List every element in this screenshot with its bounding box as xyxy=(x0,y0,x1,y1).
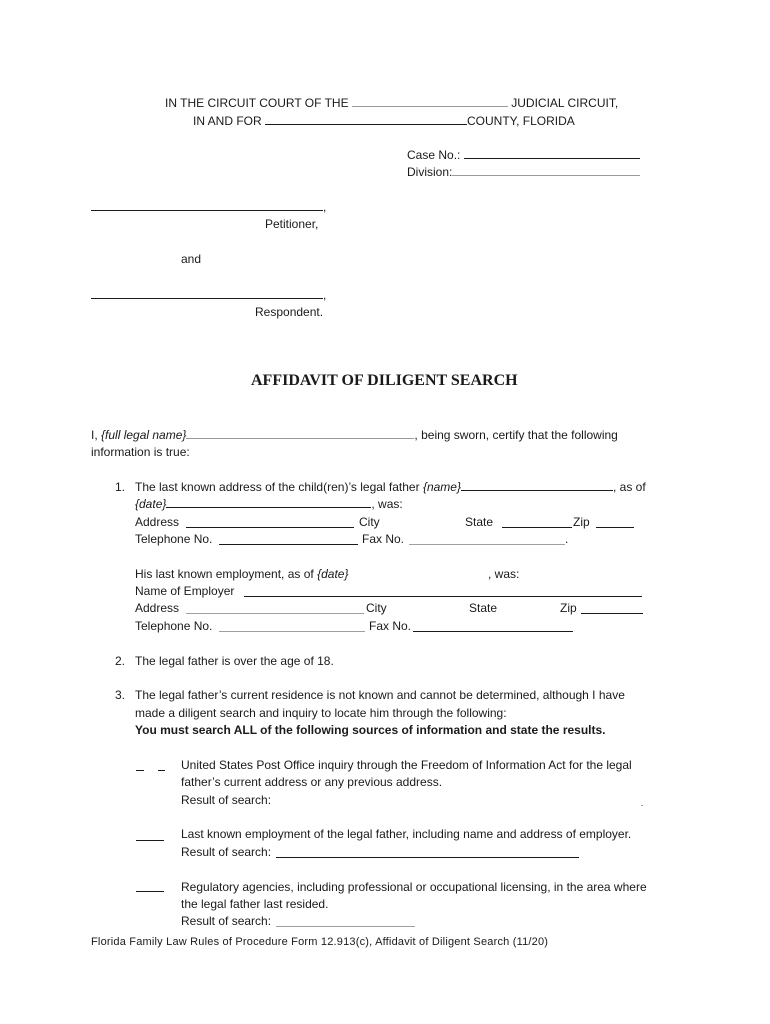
state-field[interactable] xyxy=(502,527,572,528)
case-no-row xyxy=(407,147,640,163)
address-date-placeholder: {date} xyxy=(135,497,167,511)
source3-result-field[interactable] xyxy=(276,926,415,927)
item1-city-label: City xyxy=(359,515,380,529)
item1-address-label: Address xyxy=(135,515,180,529)
source2-line1: Last known employment of the legal father, including name and address of employer. xyxy=(181,827,632,841)
employer-address-label: Address xyxy=(135,601,180,615)
employer-fax-label: Fax No. xyxy=(369,619,412,633)
employment-date-placeholder: {date} xyxy=(317,567,349,581)
source3-line1: Regulatory agencies, including professional or occupational licensing, in the area where xyxy=(181,880,647,894)
item1-number: 1. xyxy=(115,480,126,494)
court-header-suffix: JUDICIAL CIRCUIT, xyxy=(511,96,619,110)
employment-text: His last known employment, as of xyxy=(135,567,314,581)
source1-result-field[interactable] xyxy=(641,805,643,806)
source2-check[interactable] xyxy=(136,840,164,841)
respondent-name-field[interactable] xyxy=(91,298,323,299)
source3-result-label: Result of search: xyxy=(181,914,272,928)
item1-as-of: , as of xyxy=(613,480,646,494)
employer-zip-field[interactable] xyxy=(581,613,643,614)
employer-telephone-label: Telephone No. xyxy=(135,619,213,633)
division-label: Division: xyxy=(407,165,453,179)
and-label: and xyxy=(181,252,202,266)
item1-zip-label: Zip xyxy=(573,515,590,529)
intro-line1 xyxy=(91,427,618,443)
item2-text: The legal father is over the age of 18. xyxy=(135,654,334,668)
employer-fax-field[interactable] xyxy=(413,631,573,632)
item1-state-label: State xyxy=(465,515,494,529)
source3-check[interactable] xyxy=(136,891,164,892)
source3-line2: the legal father last resided. xyxy=(181,897,329,911)
item1-line1 xyxy=(135,479,646,495)
item3-text-line1: The legal father’s current residence is not known and cannot be determined, although I have xyxy=(135,688,625,702)
source1-result-label: Result of search: xyxy=(181,793,272,807)
father-name-placeholder: {name} xyxy=(422,480,461,494)
source1-line2: father’s current address or any previous address. xyxy=(181,775,443,789)
item1-fax-label: Fax No. xyxy=(362,532,405,546)
intro-line2: information is true: xyxy=(91,445,190,459)
zip-field[interactable] xyxy=(596,527,634,528)
petitioner-comma: , xyxy=(323,200,327,214)
telephone-field[interactable] xyxy=(219,544,358,545)
employment-was: , was: xyxy=(488,567,520,581)
page-title: AFFIDAVIT OF DILIGENT SEARCH xyxy=(251,372,518,389)
father-name-field[interactable] xyxy=(461,479,613,491)
court-header-prefix: IN THE CIRCUIT COURT OF THE xyxy=(165,96,349,110)
item1-was: , was: xyxy=(371,497,403,511)
petitioner-name-field[interactable] xyxy=(91,210,323,211)
county-prefix: IN AND FOR xyxy=(193,114,262,128)
item1-line2 xyxy=(135,496,403,512)
fax-field[interactable] xyxy=(409,544,565,545)
employer-field[interactable] xyxy=(244,596,642,597)
full-name-placeholder: {full legal name} xyxy=(101,428,187,442)
employer-state-label: State xyxy=(469,601,498,615)
form-footer: Florida Family Law Rules of Procedure Form 12.913(c), Affidavit of Diligent Search (11/20) xyxy=(91,936,549,948)
source1-line1: United States Post Office inquiry through the Freedom of Information Act for the legal xyxy=(181,758,632,772)
case-no-label: Case No.: xyxy=(407,148,461,162)
circuit-number-field[interactable] xyxy=(352,95,508,107)
source1-check-left[interactable] xyxy=(136,770,144,771)
item1-text: The last known address of the child(ren)’s legal father xyxy=(135,480,420,494)
full-name-field[interactable] xyxy=(186,427,414,439)
item3-number: 3. xyxy=(115,688,126,702)
employer-zip-label: Zip xyxy=(560,601,577,615)
item2-number: 2. xyxy=(115,654,126,668)
source1-check-right[interactable] xyxy=(158,770,165,771)
source2-result-label: Result of search: xyxy=(181,845,272,859)
item3-instruction: You must search ALL of the following sources of information and state the results. xyxy=(135,723,606,737)
respondent-label: Respondent. xyxy=(255,305,324,319)
division-row xyxy=(407,164,640,180)
petitioner-label: Petitioner, xyxy=(265,217,319,231)
division-field[interactable] xyxy=(452,164,640,176)
employer-address-field[interactable] xyxy=(186,613,364,614)
respondent-comma: , xyxy=(323,288,327,302)
intro-prefix: I, xyxy=(91,428,98,442)
employment-line xyxy=(135,566,348,582)
item3-text-line2: made a diligent search and inquiry to locate him through the following: xyxy=(135,706,507,720)
employer-city-label: City xyxy=(366,601,387,615)
item1-fax-end: . xyxy=(565,532,569,546)
court-header-line2 xyxy=(193,113,575,129)
county-field[interactable] xyxy=(265,113,467,125)
item1-telephone-label: Telephone No. xyxy=(135,532,213,546)
county-suffix: COUNTY, FLORIDA xyxy=(467,114,575,128)
case-no-field[interactable] xyxy=(464,147,640,159)
intro-suffix: , being sworn, certify that the following xyxy=(414,428,618,442)
employer-label: Name of Employer xyxy=(135,584,235,598)
court-header-line1 xyxy=(165,95,618,111)
address-date-field[interactable] xyxy=(166,496,371,508)
address-field[interactable] xyxy=(186,527,354,528)
employer-telephone-field[interactable] xyxy=(219,631,365,632)
source2-result-field[interactable] xyxy=(276,857,579,858)
